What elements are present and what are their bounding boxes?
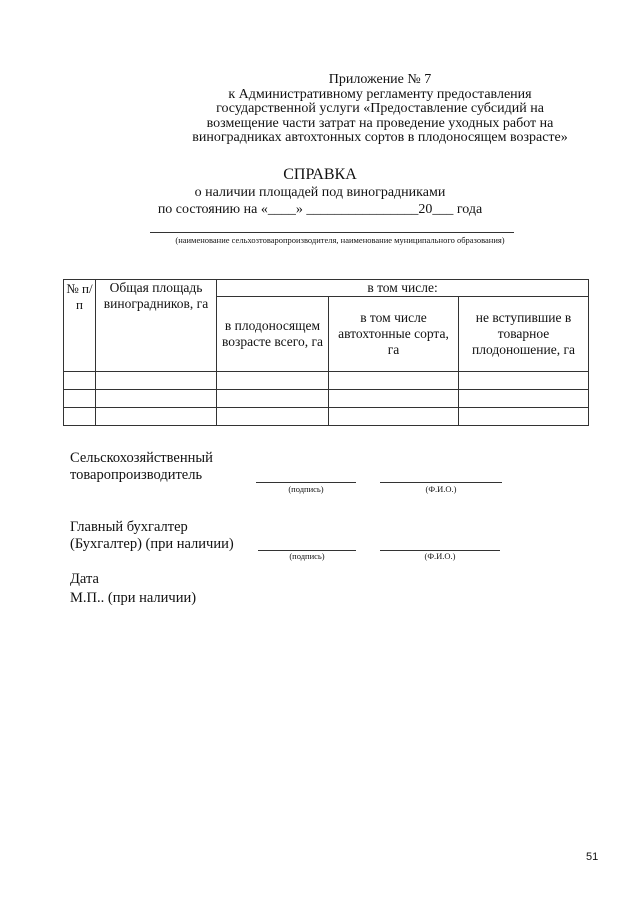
table-cell[interactable]: [96, 372, 217, 390]
table-cell[interactable]: [64, 372, 96, 390]
table-cell[interactable]: [459, 390, 589, 408]
appendix-line: государственной услуги «Предоставление субсидий на: [216, 101, 544, 117]
name-fill-line[interactable]: [150, 232, 514, 233]
accountant-label: [70, 519, 234, 553]
table-cell[interactable]: [64, 408, 96, 426]
appendix-line: виноградниках автохтонных сортов в плодоносящем возрасте»: [192, 130, 568, 146]
vineyard-table: [63, 279, 589, 426]
header-including: в том числе:: [217, 280, 589, 297]
form-date-line[interactable]: по состоянию на «____» ________________20___ года: [157, 202, 483, 217]
table-row: [64, 390, 589, 408]
table-cell[interactable]: [64, 390, 96, 408]
appendix-header: [160, 73, 600, 146]
appendix-line: Приложение № 7: [328, 72, 432, 87]
date-label: Дата: [70, 571, 99, 587]
header-non-fruiting: не вступившие в товарное плодоношение, га: [459, 297, 589, 372]
name-caption: (наименование сельхозтоваропроизводителя, наименование муниципального образования): [175, 235, 505, 245]
accountant-signature-caption: (подпись): [289, 551, 325, 561]
table-cell[interactable]: [329, 390, 459, 408]
form-title: СПРАВКА: [283, 166, 357, 183]
producer-fio-caption: (Ф.И.О.): [425, 484, 457, 494]
table-cell[interactable]: [329, 372, 459, 390]
appendix-line: к Административному регламенту предоставления: [228, 86, 532, 102]
producer-label-line: товаропроизводитель: [70, 467, 203, 483]
accountant-label-line: (Бухгалтер) (при наличии): [70, 536, 234, 552]
table-cell[interactable]: [329, 408, 459, 426]
table-row: [64, 408, 589, 426]
producer-signature-caption: (подпись): [288, 484, 324, 494]
accountant-fio-caption: (Ф.И.О.): [424, 551, 456, 561]
table-row: [64, 372, 589, 390]
header-number: № п/п: [64, 280, 96, 372]
header-fruiting-age: в плодоносящем возрасте всего, га: [217, 297, 329, 372]
appendix-line: возмещение части затрат на проведение уходных работ на: [206, 115, 554, 131]
page-number: 51: [586, 851, 599, 863]
header-autochthonous: в том числе автохтонные сорта, га: [329, 297, 459, 372]
table-header-row: [64, 280, 589, 297]
form-subtitle: о наличии площадей под виноградниками: [194, 185, 446, 200]
stamp-label: М.П.. (при наличии): [70, 590, 197, 606]
table-cell[interactable]: [217, 408, 329, 426]
producer-signature-line[interactable]: [256, 482, 356, 483]
table-cell[interactable]: [96, 390, 217, 408]
header-total-area: Общая площадь виноградников, га: [96, 280, 217, 372]
producer-fio-line[interactable]: [380, 482, 502, 483]
table-cell[interactable]: [217, 372, 329, 390]
table-cell[interactable]: [96, 408, 217, 426]
table-cell[interactable]: [459, 408, 589, 426]
table-cell[interactable]: [217, 390, 329, 408]
accountant-label-line: Главный бухгалтер: [70, 519, 188, 535]
table-cell[interactable]: [459, 372, 589, 390]
producer-label: [70, 450, 213, 484]
producer-label-line: Сельскохозяйственный: [70, 450, 213, 466]
